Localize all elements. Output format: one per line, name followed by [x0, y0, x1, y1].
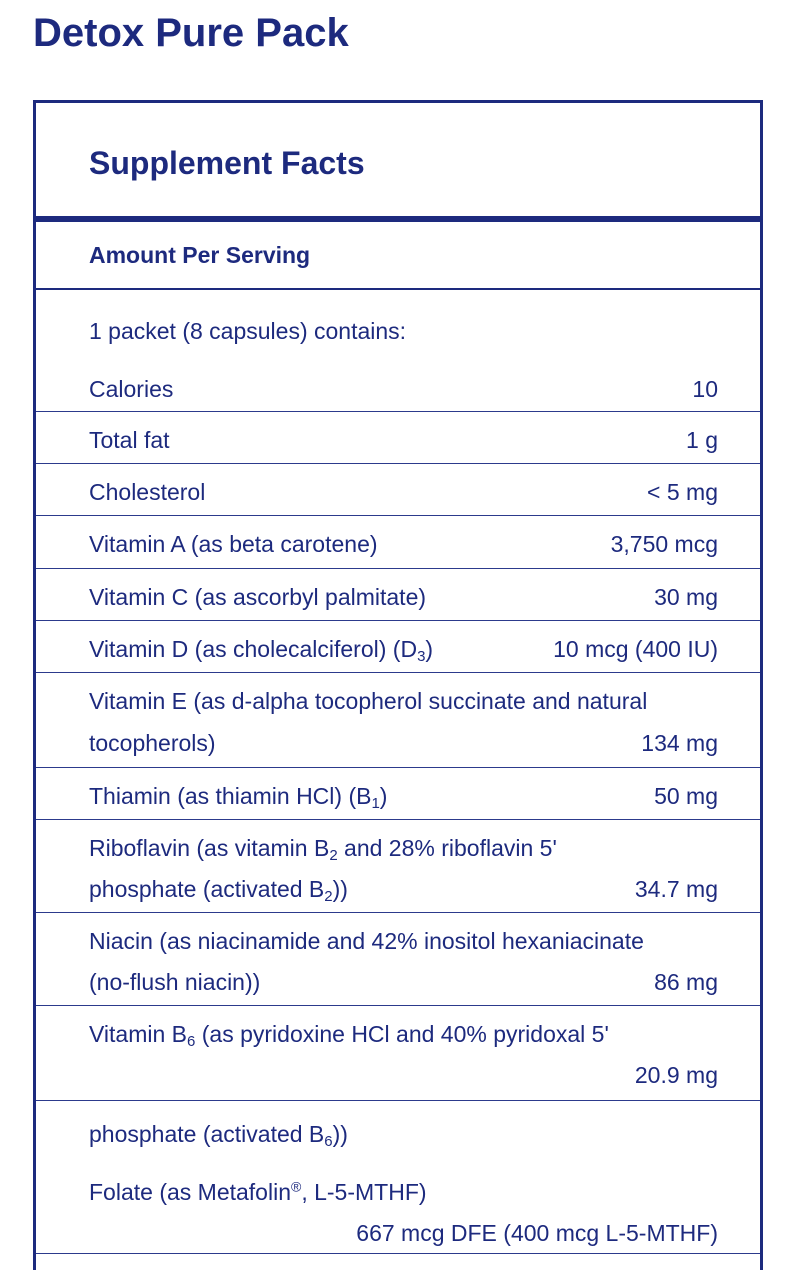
nutrient-amount: < 5 mg	[647, 479, 718, 505]
nutrient-name: Vitamin C (as ascorbyl palmitate)	[89, 584, 427, 610]
thick-divider	[36, 216, 760, 222]
nutrient-amount: 1 g	[686, 427, 718, 453]
nutrient-amount: 134 mg	[641, 730, 718, 756]
serving-intro: 1 packet (8 capsules) contains:	[89, 318, 407, 344]
supplement-facts-heading: Supplement Facts	[89, 145, 365, 181]
nutrient-name: Folate (as Metafolin®, L-5-MTHF)	[89, 1178, 427, 1205]
nutrient-amount: 50 mg	[654, 783, 718, 809]
nutrient-row	[36, 412, 760, 464]
nutrient-row	[36, 464, 760, 516]
nutrient-row	[36, 768, 760, 820]
amount-per-serving-label: Amount Per Serving	[89, 242, 311, 268]
nutrient-name-line1: Niacin (as niacinamide and 42% inositol hexaniacinate	[89, 928, 644, 954]
nutrient-name: Calories	[89, 376, 174, 402]
nutrient-name: phosphate (activated $B_6$))	[89, 1121, 348, 1150]
nutrient-amount: 20.9 mg	[634, 1062, 718, 1088]
nutrient-amount: 30 mg	[654, 584, 718, 610]
nutrient-name-line2: phosphate (activated $B_2$))	[89, 876, 348, 905]
nutrient-amount: 667 mcg DFE (400 mcg L-5-MTHF)	[356, 1220, 718, 1246]
nutrient-row	[36, 362, 760, 412]
nutrient-name-line1: Riboflavin (as vitamin $B_2$ and 28% riboflavin 5'	[89, 835, 557, 864]
nutrient-name: Thiamin (as thiamin HCl) $(B_1)$	[89, 783, 388, 812]
nutrient-name-line2: tocopherols)	[89, 730, 216, 756]
nutrient-list	[36, 290, 760, 1254]
nutrient-row	[36, 913, 760, 1006]
nutrient-name-line2: (no-flush niacin))	[89, 969, 261, 995]
serving-intro-row	[36, 290, 760, 362]
page-title: Detox Pure Pack	[33, 11, 349, 55]
nutrient-name: Vitamin D (as cholecalciferol) $(D_3)$	[89, 636, 434, 665]
nutrient-name: Total fat	[89, 427, 170, 453]
nutrient-row	[36, 1006, 760, 1101]
nutrient-name-line1: Vitamin $B_6$ (as pyridoxine HCl and 40% pyridoxal 5'	[89, 1021, 609, 1050]
nutrient-row	[36, 673, 760, 768]
nutrient-name: Cholesterol	[89, 479, 206, 505]
nutrient-amount: 86 mg	[654, 969, 718, 995]
nutrient-name-line1: Vitamin E (as d-alpha tocopherol succinate and natural	[89, 688, 648, 714]
nutrient-row	[36, 1159, 760, 1254]
nutrient-row	[36, 516, 760, 569]
nutrient-name: Vitamin A (as beta carotene)	[89, 531, 378, 557]
nutrient-row	[36, 820, 760, 913]
nutrient-row	[36, 621, 760, 673]
nutrient-amount: 34.7 mg	[634, 876, 718, 902]
nutrient-row	[36, 1101, 760, 1159]
nutrient-amount: 10	[692, 376, 718, 402]
nutrient-amount: 10 mcg (400 IU)	[553, 636, 718, 662]
supplement-facts-panel	[33, 100, 763, 1270]
nutrient-row	[36, 569, 760, 621]
nutrient-amount: 3,750 mcg	[610, 531, 718, 557]
